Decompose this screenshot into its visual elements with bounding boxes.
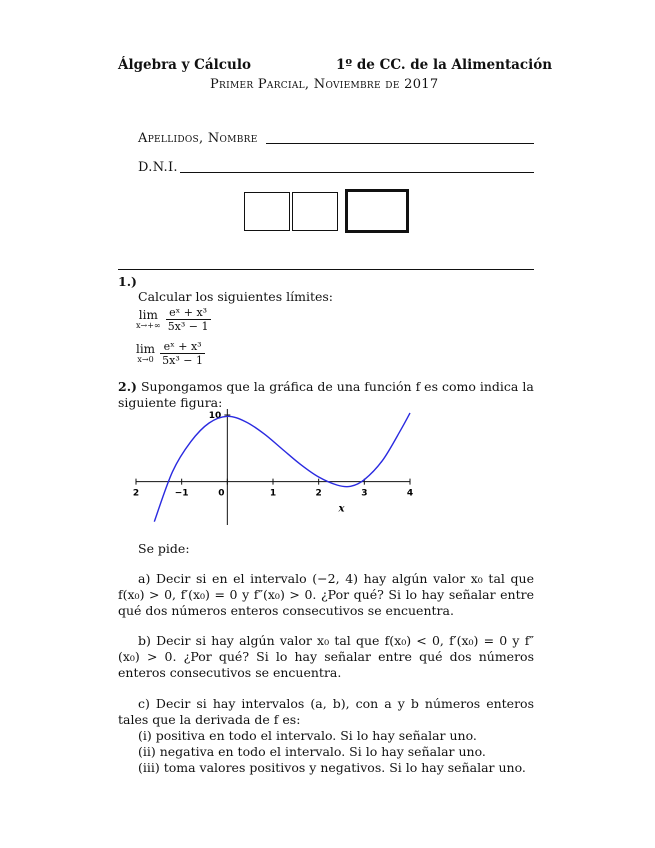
limit-2 [136, 340, 205, 367]
lim2-sub: x→0 [137, 355, 154, 364]
x-tick-label: 0 [218, 488, 225, 499]
q1-number: 1.) [118, 274, 137, 289]
q2-part-c-ii: (ii) negativa en todo el intervalo. Si lo hay señalar uno. [138, 744, 486, 759]
q2-part-a: a) Decir si en el intervalo (−2, 4) hay algún valor x₀ tal que f(x₀) > 0, f′(x₀) = 0 y f″(x₀) > 0. ¿Por qué? Si lo hay señalar entre qué dos números enteros consecutivos se encuentra. [118, 571, 534, 618]
course-title: Álgebra y Cálculo [118, 57, 251, 73]
x-tick-label: 4 [406, 488, 414, 499]
grade-box-2[interactable] [292, 192, 338, 231]
y-tick-label: 10 [208, 411, 222, 421]
q2-part-c-iii: (iii) toma valores positivos y negativos. Si lo hay señalar uno. [138, 760, 526, 775]
x-axis-label: x [338, 503, 345, 515]
grade-box-total[interactable] [345, 189, 409, 233]
x-tick-label: 2 [132, 488, 140, 499]
q2-part-b: b) Decir si hay algún valor x₀ tal que f(x₀) < 0, f′(x₀) = 0 y f″(x₀) > 0. ¿Por qué? Si lo hay señalar entre qué dos números enteros consecutivos se encuentra. [118, 633, 534, 680]
se-pide: Se pide: [138, 541, 190, 556]
limit-1 [136, 306, 211, 333]
q2-intro: Supongamos que la gráfica de una función f es como indica la siguiente figura: [118, 379, 534, 410]
x-tick-label: 1 [269, 488, 277, 499]
lim1-word: lim [138, 308, 158, 322]
degree-title: 1º de CC. de la Alimentación [336, 57, 553, 73]
name-field[interactable] [266, 143, 534, 144]
function-graph [130, 405, 420, 525]
lim1-den: 5x³ − 1 [167, 320, 209, 333]
dni-field[interactable] [180, 172, 534, 173]
lim1-num: eˣ + x³ [166, 306, 211, 320]
function-curve [154, 413, 410, 522]
lim1-sub: x→+∞ [136, 321, 161, 330]
x-tick-label: 3 [361, 488, 368, 499]
x-tick-label: −1 [174, 488, 189, 499]
lim2-num: eˣ + x³ [160, 340, 205, 354]
name-label: Apellidos, Nombre [138, 131, 258, 146]
dni-label: D.N.I. [138, 160, 178, 175]
separator-rule [118, 269, 534, 270]
q1-intro: Calcular los siguientes límites: [138, 289, 333, 304]
exam-subtitle: Primer Parcial, Noviembre de 2017 [210, 77, 439, 92]
grade-box-1[interactable] [244, 192, 290, 231]
q2-part-c-intro: c) Decir si hay intervalos (a, b), con a y b números enteros tales que la derivada de f es: [118, 696, 534, 727]
lim2-den: 5x³ − 1 [162, 354, 203, 367]
q2-part-c-i: (i) positiva en todo el intervalo. Si lo hay señalar uno. [138, 728, 477, 743]
q2-number: 2.) [118, 379, 137, 394]
lim2-word: lim [136, 342, 156, 356]
x-tick-label: 2 [315, 488, 322, 499]
